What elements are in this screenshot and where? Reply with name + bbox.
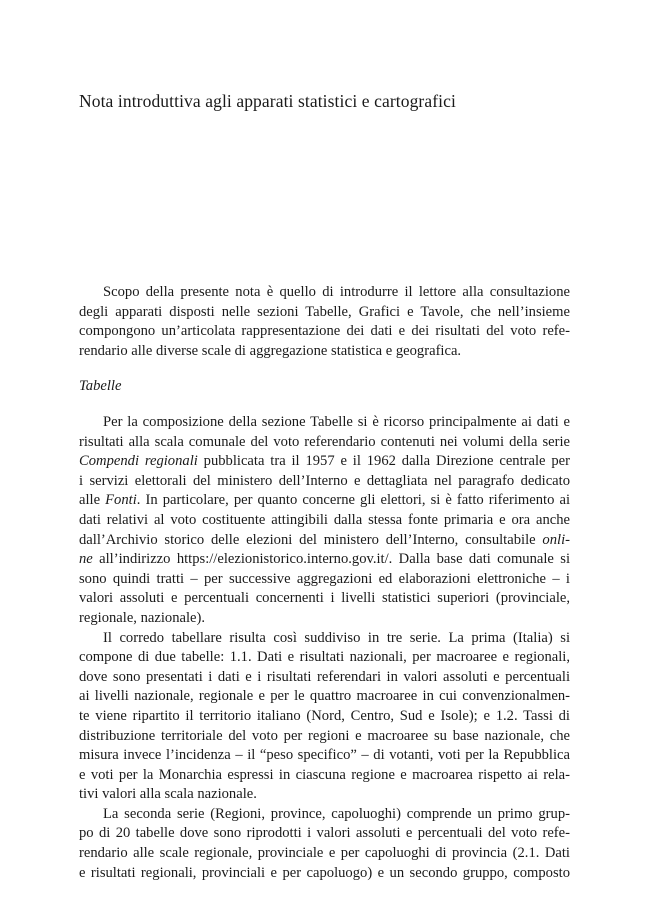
text-line: dati relativi al voto costituente attingibili dalla stessa fonte primaria e ora anche <box>79 511 570 528</box>
text-line: Il corredo tabellare risulta così suddiviso in tre serie. La prima (Italia) si <box>103 629 570 646</box>
text-line: valori assoluti e percentuali concernenti i livelli statistici superiori (provinciale, <box>79 590 570 607</box>
section-body <box>79 413 570 883</box>
text-line: misura invece l’incidenza – il “peso specifico” – di votanti, voti per la Repubblica <box>79 747 570 764</box>
text-fragment: pubblicata tra il 1957 e il 1962 dalla Direzione centrale per <box>197 453 571 470</box>
text-line: po di 20 tabelle dove sono riprodotti i valori assoluti e percentuali del voto refe- <box>79 825 570 842</box>
text-line: tivi valori alla scala nazionale. <box>79 786 257 803</box>
intro-paragraph <box>79 283 570 361</box>
fonti-italic: Fonti <box>105 492 137 509</box>
text-line: risultati alla scala comunale del voto referendario contenuti nei volumi della serie <box>79 433 570 450</box>
text-line: distribuzione territoriale del voto per regioni e macroaree su base nazionale, che <box>79 727 570 744</box>
text-fragment: . In particolare, per quanto concerne gli elettori, si è fatto riferimento ai <box>136 492 570 509</box>
text-line: La seconda serie (Regioni, province, capoluoghi) comprende un primo grup- <box>103 805 570 822</box>
text-line <box>79 491 570 511</box>
text-line: regionale, nazionale). <box>79 609 206 626</box>
text-line: e voti per la Monarchia espressi in ciascuna regione e macroarea rispetto ai rela- <box>79 766 570 783</box>
text-line: dove sono presentati i dati e i risultati referendari in valori assoluti e percentuali <box>79 668 570 685</box>
text-line: rendario alle diverse scale di aggregazione statistica e geografica. <box>79 342 462 359</box>
chapter-title: Nota introduttiva agli apparati statistici e cartografici <box>79 91 456 111</box>
text-line: te viene ripartito il territorio italiano (Nord, Centro, Sud e Isole); e 1.2. Tassi di <box>79 707 570 724</box>
text-line: e risultati regionali, provinciali e per capoluogo) e un secondo gruppo, composto <box>79 864 570 881</box>
text-line: rendario alle scale regionale, provinciale e per capoluoghi di provincia (2.1. Dati <box>79 845 570 862</box>
text-fragment: alle <box>79 492 106 509</box>
text-fragment-with-url: all’indirizzo https://elezionistorico.interno.gov.it/. Dalla base dati comunale si <box>92 551 570 568</box>
online-italic-part2: ne <box>79 551 93 568</box>
text-line: compone di due tabelle: 1.1. Dati e risultati nazionali, per macroaree e regionali, <box>79 649 570 666</box>
series-title-italic: Compendi regionali <box>79 453 198 470</box>
text-line: sono quindi tratti – per successive aggregazioni ed elaborazioni elettroniche – i <box>79 570 570 587</box>
text-line: degli apparati disposti nelle sezioni Tabelle, Grafici e Tavole, che nell’insieme <box>79 303 570 320</box>
text-line: Scopo della presente nota è quello di introdurre il lettore alla consultazione <box>103 284 570 300</box>
section-heading-tabelle: Tabelle <box>79 378 122 394</box>
online-italic-part1: onli- <box>542 531 570 548</box>
text-line: ai livelli nazionale, regionale e per le quattro macroaree in cui convenzionalmen- <box>79 688 570 705</box>
text-line <box>79 531 570 551</box>
text-line: compongono un’articolata rappresentazione dei dati e dei risultati del voto refe- <box>79 323 570 340</box>
text-line <box>79 550 570 570</box>
text-line: Per la composizione della sezione Tabelle si è ricorso principalmente ai dati e <box>103 414 570 430</box>
text-line <box>79 452 570 472</box>
text-fragment: dall’Archivio storico delle elezioni del ministero dell’Interno, consultabile <box>79 531 543 548</box>
text-line: i servizi elettorali del ministero dell’Interno e dettagliata nel paragrafo dedicato <box>79 472 570 489</box>
